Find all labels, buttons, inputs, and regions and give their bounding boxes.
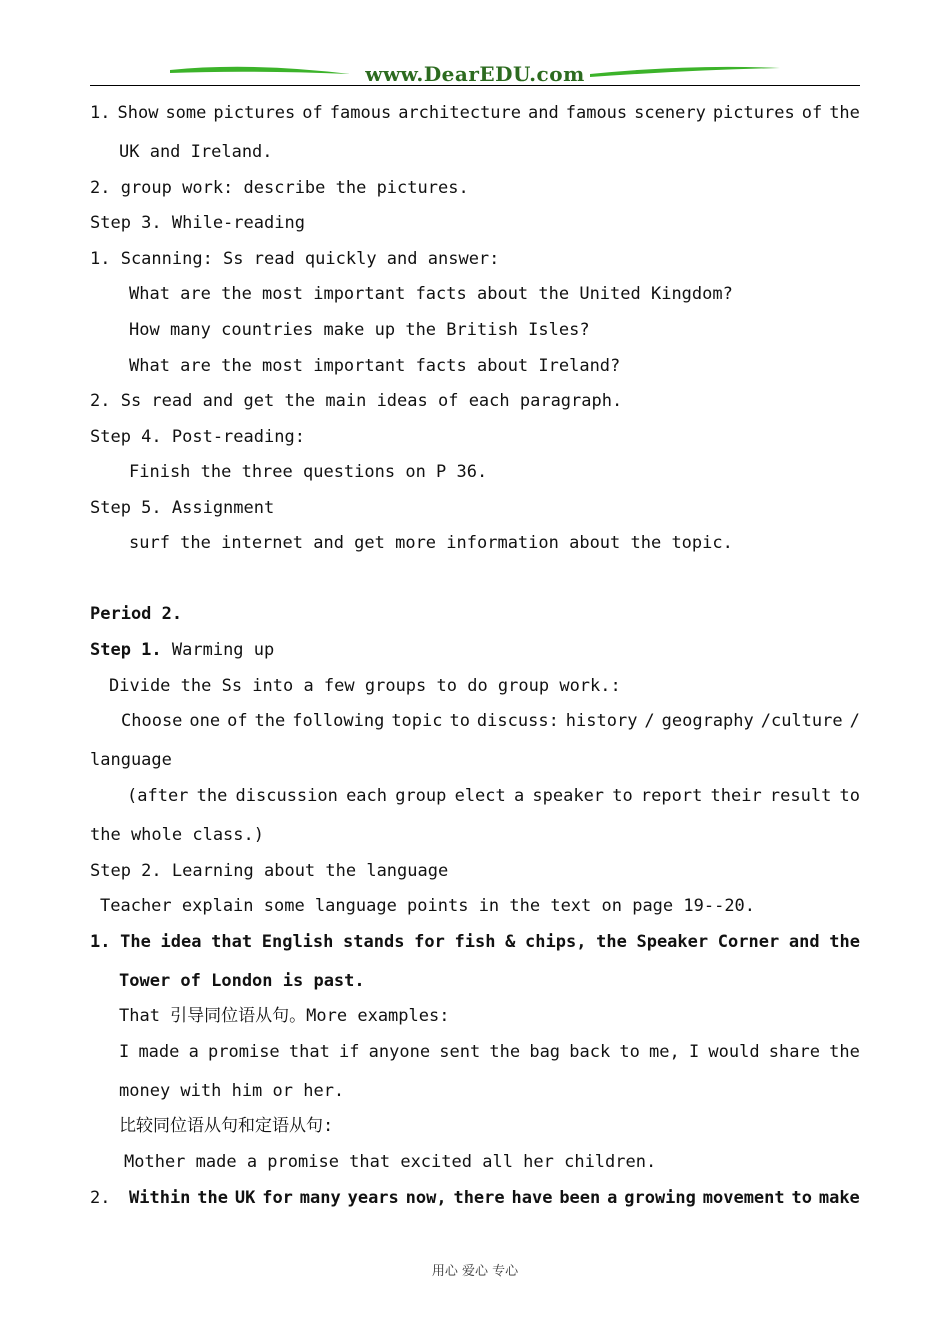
word: speaker [532,786,605,806]
text-line: language [90,750,172,770]
word: sent [439,1042,481,1062]
word: a [607,1188,618,1208]
word: architecture [398,103,522,123]
word: The [120,932,151,952]
word: the [829,103,860,123]
word: now, [405,1188,447,1208]
word: to [839,786,860,806]
word: one [189,711,221,731]
example-line [119,1041,860,1063]
word: made [138,1042,180,1062]
word: / [644,711,655,731]
word: promise [208,1042,280,1062]
word: if [339,1042,360,1062]
word: their [710,786,762,806]
word: some [165,103,207,123]
word: to [619,1042,640,1062]
site-logo[interactable]: www.DearEDU.com [365,62,585,86]
step-heading: Step 4. Post-reading: [90,427,305,447]
word: the [254,711,286,731]
word: stands [343,932,405,952]
word: the [829,932,860,952]
word: & [505,932,516,952]
word: English [261,932,334,952]
text-line: the whole class.) [90,825,264,845]
word: famous [329,103,392,123]
word: the [197,1188,228,1208]
word: there [453,1188,505,1208]
word: elect [454,786,506,806]
word: UK [234,1188,256,1208]
word: pictures [712,103,795,123]
page-footer: 用心 爱心 专心 [431,1264,519,1279]
word: each [346,786,388,806]
word: bag [529,1042,561,1062]
word: topic [391,711,443,731]
text-line: 2. Ss read and get the main ideas of each paragraph. [90,391,623,411]
word: 1. [90,932,111,952]
step-title: Warming up [161,640,275,660]
text-line: 比较同位语从句和定语从句: [119,1116,334,1136]
word: have [511,1188,553,1208]
language-point [129,1187,860,1209]
text-line: Divide the Ss into a few groups to do group work.: [109,676,621,696]
example-line: Mother made a promise that excited all her children. [124,1152,657,1172]
page-header [90,60,860,90]
word: and [788,932,820,952]
word: report [640,786,703,806]
question-line: What are the most important facts about Ireland? [129,356,621,376]
word: Corner [717,932,780,952]
step-heading [90,639,274,661]
word: back [569,1042,611,1062]
text-line: UK and Ireland. [119,142,273,162]
text-line: 1. Scanning: Ss read quickly and answer: [90,249,500,269]
text-line: Finish the three questions on P 36. [129,462,488,482]
word: scenery [634,103,706,123]
step-number: Step 1. [90,640,162,660]
word: result [769,786,832,806]
word: to [791,1188,812,1208]
word: for [414,932,445,952]
word: I [688,1042,700,1062]
word: idea [160,932,202,952]
word: (after [127,786,189,806]
word: that [288,1042,330,1062]
word: following [292,711,385,731]
word: growing [624,1188,696,1208]
word: history [565,711,638,731]
word: make [818,1188,860,1208]
text-line [127,785,860,807]
word: geography [661,711,754,731]
word: many [299,1188,341,1208]
word: group [395,786,447,806]
word: /culture [760,711,843,731]
word: been [559,1188,601,1208]
word: movement [702,1188,785,1208]
word: a [188,1042,199,1062]
word: Choose [121,711,183,731]
text-line: That 引导同位语从句。More examples: [119,1006,450,1026]
word: years [347,1188,399,1208]
text-line [121,710,860,732]
word: and [528,103,559,123]
question-line: How many countries make up the British Isles? [129,320,590,340]
word: Within [129,1188,191,1208]
word: a [513,786,525,806]
step-heading: Step 3. While-reading [90,213,305,233]
word: of [801,103,823,123]
word: the [196,786,228,806]
word: for [262,1188,293,1208]
question-line: What are the most important facts about the United Kingdom? [129,284,733,304]
word: 1. [90,103,111,123]
language-point [90,931,860,953]
word: anyone [368,1042,431,1062]
period-heading: Period 2. [90,604,183,624]
word: Show [117,103,159,123]
step-heading: Step 5. Assignment [90,498,275,518]
word: of [227,711,248,731]
step-heading: Step 2. Learning about the language [90,861,449,881]
word: chips, [525,932,587,952]
list-number: 2. [90,1188,111,1208]
word: famous [565,103,628,123]
word: the [829,1042,860,1062]
word: the [489,1042,521,1062]
word: share [768,1042,820,1062]
word: the [596,932,627,952]
word: to [612,786,633,806]
text-line [90,102,860,124]
word: Speaker [636,932,709,952]
language-point: Tower of London is past. [119,971,365,991]
word: pictures [213,103,296,123]
text-line: Teacher explain some language points in the text on page 19--20. [100,896,756,916]
word: that [211,932,253,952]
header-rule [90,85,860,86]
word: I [119,1042,130,1062]
word: fish [454,932,496,952]
word: / [849,711,860,731]
word: discuss: [476,711,559,731]
word: discussion [235,786,338,806]
word: me, [649,1042,680,1062]
word: of [302,103,323,123]
text-line: 2. group work: describe the pictures. [90,178,469,198]
text-line: surf the internet and get more information about the topic. [129,533,733,553]
word: would [708,1042,760,1062]
example-line: money with him or her. [119,1081,345,1101]
word: to [449,711,470,731]
